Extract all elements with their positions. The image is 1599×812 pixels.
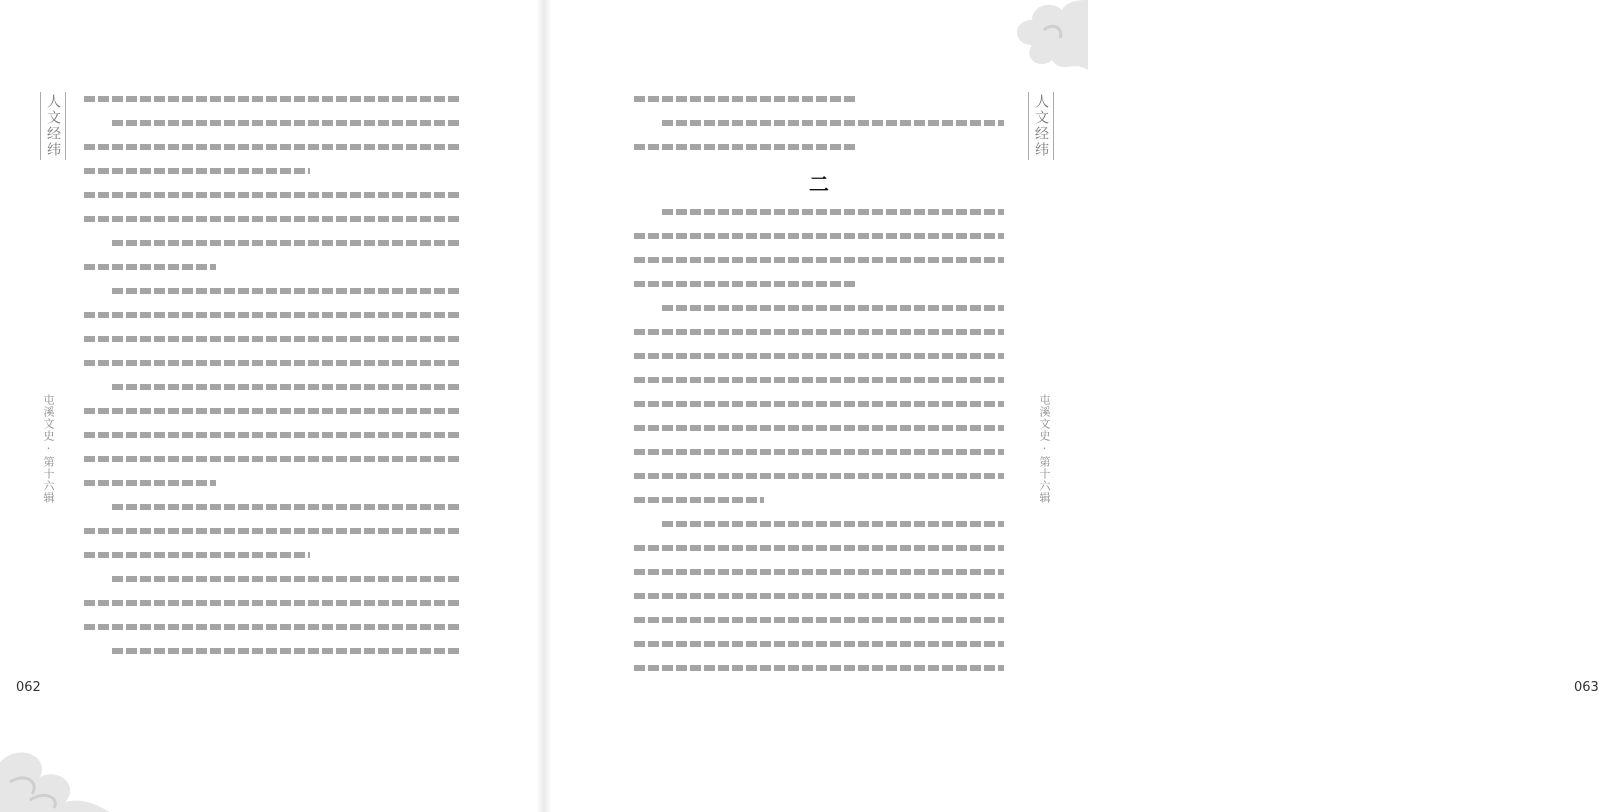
right-page-body bbox=[634, 96, 1004, 689]
text-line bbox=[84, 456, 460, 462]
text-line bbox=[634, 473, 1004, 479]
text-line bbox=[84, 168, 310, 174]
text-line bbox=[634, 497, 764, 503]
text-line bbox=[634, 96, 856, 102]
text-line bbox=[84, 552, 310, 558]
text-line bbox=[84, 264, 216, 270]
section-heading: 二 bbox=[809, 172, 829, 196]
text-line bbox=[112, 384, 460, 390]
text-line bbox=[112, 648, 460, 654]
text-line bbox=[84, 360, 460, 366]
text-line bbox=[662, 209, 1004, 215]
text-line bbox=[84, 528, 460, 534]
text-line bbox=[112, 240, 460, 246]
text-line bbox=[84, 96, 460, 102]
text-line bbox=[634, 545, 1004, 551]
right-side-title bbox=[1028, 92, 1054, 160]
text-line bbox=[662, 521, 1004, 527]
text-line bbox=[84, 624, 460, 630]
text-line bbox=[634, 353, 1004, 359]
text-line bbox=[112, 576, 460, 582]
text-line bbox=[84, 600, 460, 606]
text-line bbox=[112, 504, 460, 510]
text-line bbox=[662, 120, 1004, 126]
text-line bbox=[112, 120, 460, 126]
text-line bbox=[634, 257, 1004, 263]
text-line bbox=[84, 312, 460, 318]
text-line bbox=[634, 569, 1004, 575]
text-line bbox=[634, 641, 1004, 647]
side-title-text: 人文经纬 bbox=[40, 92, 66, 160]
text-line bbox=[634, 425, 1004, 431]
text-line bbox=[634, 401, 1004, 407]
text-line bbox=[634, 281, 856, 287]
left-side-title bbox=[40, 92, 66, 160]
page-number: 063 bbox=[1574, 680, 1599, 695]
text-line bbox=[84, 192, 460, 198]
text-line bbox=[634, 449, 1004, 455]
text-line bbox=[634, 377, 1004, 383]
cloud-ornament-icon bbox=[992, 0, 1088, 92]
text-line bbox=[634, 617, 1004, 623]
text-line bbox=[84, 336, 460, 342]
left-page bbox=[0, 0, 544, 812]
text-line bbox=[84, 216, 460, 222]
side-title-text: 人文经纬 bbox=[1028, 92, 1054, 160]
text-line bbox=[634, 593, 1004, 599]
text-line bbox=[84, 480, 216, 486]
page-number: 062 bbox=[16, 680, 41, 695]
text-line bbox=[84, 408, 460, 414]
text-line bbox=[84, 144, 460, 150]
text-line bbox=[634, 329, 1004, 335]
cloud-ornament-icon bbox=[0, 702, 110, 812]
text-line bbox=[634, 144, 856, 150]
left-series-label bbox=[40, 394, 56, 504]
right-series-label bbox=[1036, 394, 1052, 504]
text-line bbox=[634, 665, 1004, 671]
text-line bbox=[84, 432, 460, 438]
series-label-text: 屯溪文史·第十六辑 bbox=[42, 394, 55, 504]
text-line bbox=[662, 305, 1004, 311]
text-line bbox=[634, 233, 1004, 239]
series-label-text: 屯溪文史·第十六辑 bbox=[1038, 394, 1051, 504]
text-line bbox=[112, 288, 460, 294]
left-page-body bbox=[84, 96, 460, 672]
